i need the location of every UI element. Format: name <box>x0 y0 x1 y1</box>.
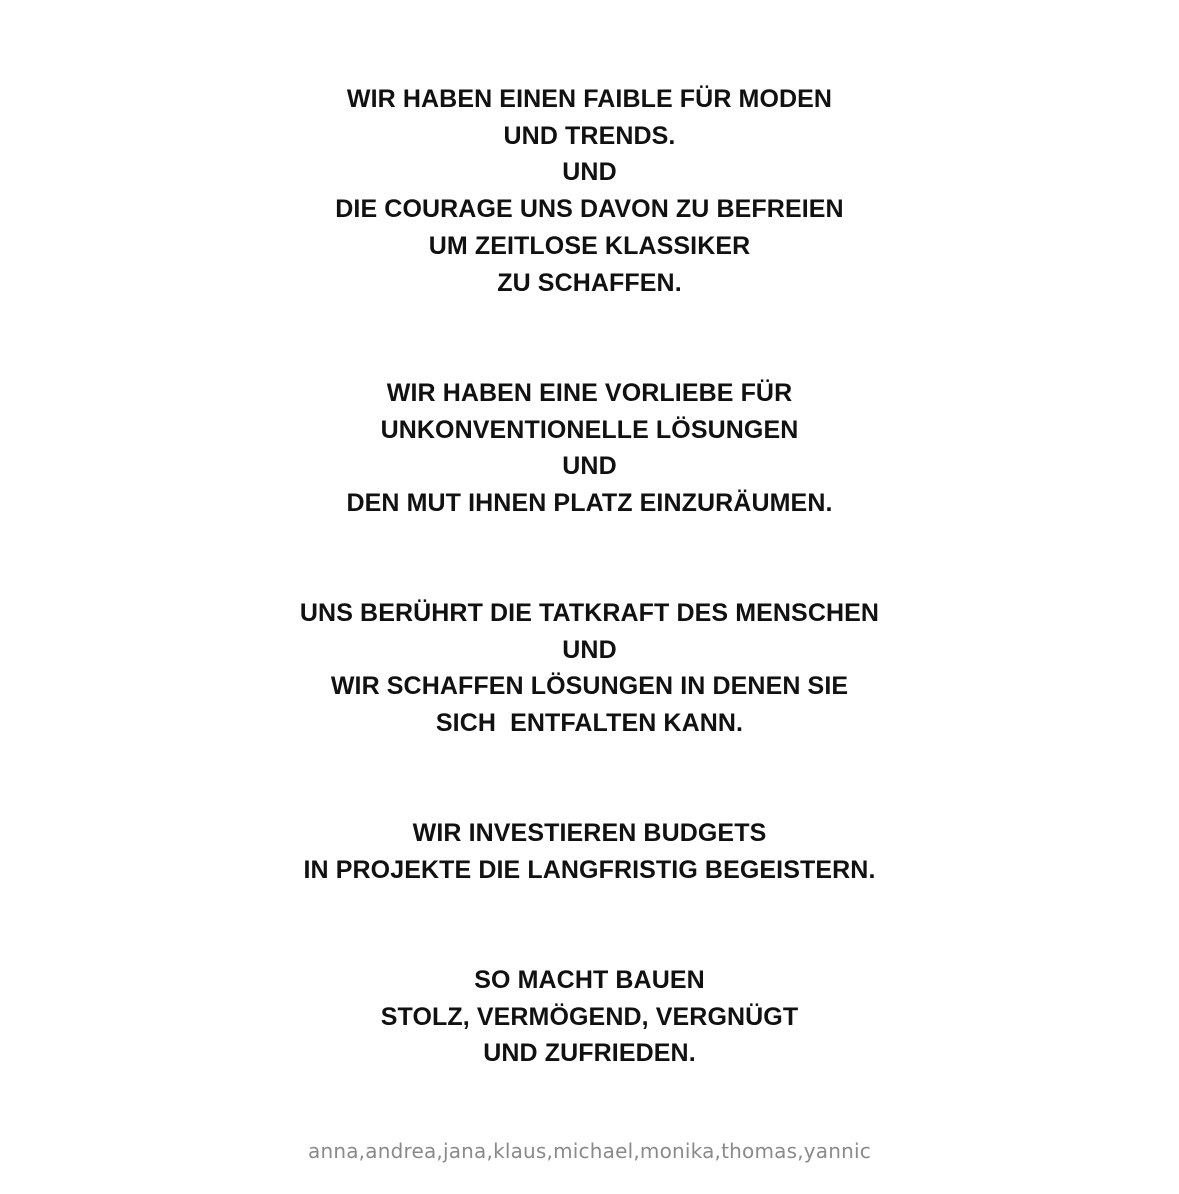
stanza-line: STOLZ, VERMÖGEND, VERGNÜGT <box>380 1002 799 1031</box>
stanza-line: SO MACHT BAUEN <box>474 966 705 994</box>
stanza-line: WIR SCHAFFEN LÖSUNGEN IN DENEN SIE <box>330 672 849 701</box>
stanza-line: UND <box>562 635 617 664</box>
stanza-line: IN PROJEKTE DIE LANGFRISTIG BEGEISTERN. <box>303 855 876 884</box>
stanza-line: WIR INVESTIEREN BUDGETS <box>412 819 767 847</box>
stanza-line: UNKONVENTIONELLE LÖSUNGEN <box>380 415 799 444</box>
stanza-line: UND <box>562 452 617 481</box>
stanza-bauen <box>0 962 1179 1072</box>
stanza-line: DIE COURAGE UNS DAVON ZU BEFREIEN <box>335 195 844 224</box>
stanza-line: UND ZUFRIEDEN. <box>483 1039 696 1068</box>
stanza-line: SICH ENTFALTEN KANN. <box>435 709 744 738</box>
stanza-line: UND <box>562 158 617 187</box>
stanza-line: DEN MUT IHNEN PLATZ EINZURÄUMEN. <box>346 489 833 518</box>
stanza-line: UM ZEITLOSE KLASSIKER <box>428 231 751 260</box>
stanza-line: WIR HABEN EINEN FAIBLE FÜR MODEN <box>346 85 833 113</box>
stanza-budgets <box>0 815 1179 888</box>
stanza-line: ZU SCHAFFEN. <box>497 268 682 297</box>
stanza-line: UNS BERÜHRT DIE TATKRAFT DES MENSCHEN <box>299 599 880 627</box>
stanza-line: WIR HABEN EINE VORLIEBE FÜR <box>386 379 793 407</box>
footer-names: anna,andrea,jana,klaus,michael,monika,thomas,yannic <box>308 1139 871 1163</box>
stanza-vorliebe <box>0 375 1179 522</box>
stanza-tatkraft <box>0 595 1179 742</box>
stanza-faible <box>0 81 1179 301</box>
stanza-line: UND TRENDS. <box>503 121 676 150</box>
